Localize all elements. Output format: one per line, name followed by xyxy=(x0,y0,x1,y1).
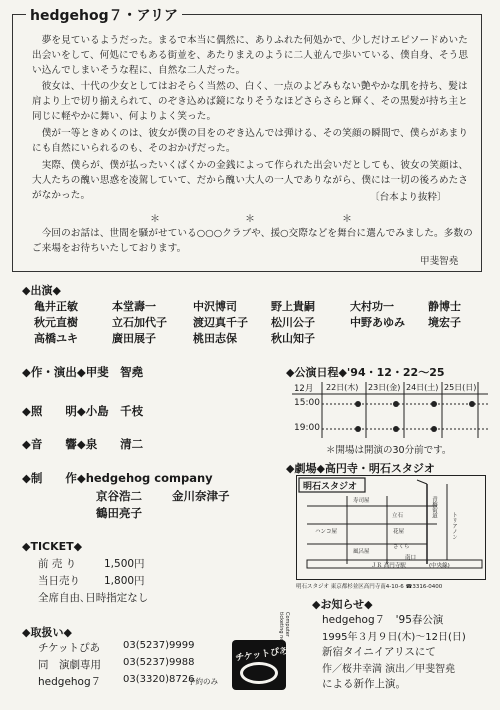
schedule-day: 22日(木) xyxy=(326,383,359,392)
performance-dot xyxy=(355,426,361,432)
handling-phone: 03(5237)9988 xyxy=(123,657,195,668)
notice-line: 新宿タイニイアリスにて xyxy=(322,646,436,658)
cast-member: 亀井正敏 xyxy=(34,300,78,313)
notice-heading: ◆お知らせ◆ xyxy=(312,598,373,611)
notice-line: 1995年３月９日(木)〜12日(日) xyxy=(322,632,466,643)
handling-name: hedgehog７ xyxy=(38,676,102,688)
cast-member: 高橋ユキ xyxy=(34,332,78,345)
ticket-label: 当日売り xyxy=(38,575,80,587)
logo-small-text: Computer ticketing network xyxy=(278,612,290,656)
schedule-month: 12月 xyxy=(294,384,314,394)
cast-member: 廣田展子 xyxy=(112,332,156,345)
cast-member: 境宏子 xyxy=(428,316,461,329)
venue-map xyxy=(296,475,486,580)
map-title: 明石スタジオ xyxy=(303,482,358,492)
source-note: 〔台本より抜粋〕 xyxy=(370,192,447,203)
handling-name: 同 演劇専用 xyxy=(38,659,101,671)
story-title-wrap xyxy=(26,5,182,25)
production-member: 金川奈津子 xyxy=(172,489,230,503)
schedule-time: 15:00 xyxy=(294,398,320,408)
notice-line: hedgehog７ '95春公演 xyxy=(322,614,444,626)
performance-dot xyxy=(393,426,399,432)
story-title: hedgehog７・アリア xyxy=(30,8,179,24)
logo-text: チケットぴあ xyxy=(234,646,289,664)
star-1: ＊ xyxy=(150,214,160,225)
cast-member: 中野あゆみ xyxy=(350,316,405,329)
map-caption: 明石スタジオ 東京都杉並区高円寺南4-10-6 ☎3316-0400 xyxy=(296,584,443,590)
map-label: ＪＲ 高円寺駅 xyxy=(371,563,406,569)
map-label: トリアノン xyxy=(451,512,457,540)
logo-ring xyxy=(240,662,278,684)
production-credit: ◆制 作◆hedgehog company xyxy=(22,471,213,485)
map-label: 風呂屋 xyxy=(353,549,370,555)
schedule-day: 25日(日) xyxy=(444,383,477,392)
story-paragraph-3: 僕が一等ときめくのは、彼女が僕の目をのぞき込んでは弾ける、その笑顔の瞬間で、僕らがあまりにも自然にいられるのも、そのおかげだった。 xyxy=(32,128,469,154)
ticket-price: 1,800円 xyxy=(104,575,145,587)
cast-member: 渡辺真千子 xyxy=(193,316,248,329)
map-label: 立石 xyxy=(392,513,404,519)
schedule-time: 19:00 xyxy=(294,423,320,433)
performance-dot xyxy=(469,401,475,407)
story-paragraph-1: 夢を見ているようだった。まるで本当に偶然に、ありふれた何処かで、少しだけエピソードめいた出会いをして、何処にでもある街並を、あたりまえのように二人並んで歩いている、僕自身、そう思い込んでしまいそうな程に、自然な二人だった。 xyxy=(32,35,469,76)
schedule-note: ＊開場は開演の30分前です。 xyxy=(326,445,452,456)
handling-heading: ◆取扱い◆ xyxy=(22,626,72,639)
map-label: 寿司屋 xyxy=(353,498,370,504)
production-member: 京谷浩二 xyxy=(96,489,142,503)
production-member: 鶴田亮子 xyxy=(96,506,142,520)
cast-member: 立石加代子 xyxy=(112,316,167,329)
performance-dot xyxy=(393,401,399,407)
cast-member: 桃田志保 xyxy=(193,332,237,345)
sound-credit: ◆音 響◆泉 清二 xyxy=(22,437,144,451)
schedule-day: 23日(金) xyxy=(368,383,401,392)
cast-member: 松川公子 xyxy=(271,316,315,329)
ticket-label: 前 売 り xyxy=(38,558,77,570)
star-2: ＊ xyxy=(245,214,255,225)
ticket-note: 全席自由､日時指定なし xyxy=(38,592,149,604)
story-paragraph-2: 彼女は、十代の少女としてはおそらく当然の、白く、一点のよどみもない艶やかな肌を持ち、髪は肩より上で切り揃えられて、のぞき込めば鏡になりそうなほどさらさらと輝く、その黒髪が持ち主と同じに軽やかに舞い、何よりよく笑った。 xyxy=(32,81,468,122)
notice-line: 作／桜井幸満 演出／甲斐智堯 xyxy=(322,664,456,675)
map-label: (中央線) xyxy=(429,563,450,569)
cast-member: 静博士 xyxy=(428,300,461,313)
notice-line: による新作上演。 xyxy=(322,678,406,690)
handling-extra: 予約のみ xyxy=(188,677,218,686)
cast-heading: ◆出演◆ xyxy=(22,284,61,297)
cast-member: 野上貴嗣 xyxy=(271,300,315,313)
cast-member: 中沢博司 xyxy=(193,300,237,313)
map-label: さくら xyxy=(393,544,410,550)
cast-member: 秋山知子 xyxy=(271,332,315,345)
handling-phone: 03(3320)8726 xyxy=(123,674,195,685)
handling-name: チケットぴあ xyxy=(38,642,101,654)
star-3: ＊ xyxy=(342,214,352,225)
cast-member: 大村功一 xyxy=(350,300,394,313)
ticket-price: 1,500円 xyxy=(104,558,145,570)
cast-member: 秋元直樹 xyxy=(34,316,78,329)
ticket-heading: ◆TICKET◆ xyxy=(22,540,83,553)
map-label: 青梅街道 xyxy=(431,496,437,518)
star-divider xyxy=(0,210,500,224)
closing-paragraph: 今回のお話は、世間を騒がせている○○○クラブや、援○交際などを舞台に選んでみました。多数のご来場をお待ちいたしております。 xyxy=(32,228,473,254)
venue-heading: ◆劇場◆高円寺・明石スタジオ xyxy=(286,462,435,475)
performance-dot xyxy=(431,401,437,407)
handling-phone: 03(5237)9999 xyxy=(123,640,195,651)
schedule-day: 24日(土) xyxy=(406,383,439,392)
story-signature: 甲斐智堯 xyxy=(420,256,459,267)
cast-member: 本堂壽一 xyxy=(112,300,156,313)
schedule-heading: ◆公演日程◆'94・12・22〜25 xyxy=(286,366,445,379)
map-label: 南口 xyxy=(405,555,417,561)
performance-dot xyxy=(431,426,437,432)
map-label: ハンコ屋 xyxy=(315,529,338,535)
story-paragraph-4: 実際、僕らが、僕が払ったいくばくかの金銭によって作られた出会いだとしても、彼女の笑顔は、大人たちの醜い思惑を凌駕していて、だから醜い大人の一人でありながら、僕には一切の後ろめたさがなかった。 xyxy=(32,160,469,201)
map-label: 花屋 xyxy=(393,529,405,535)
lighting-credit: ◆照 明◆小島 千枝 xyxy=(22,404,144,418)
performance-dot xyxy=(355,401,361,407)
writer-director: ◆作・演出◆甲斐 智堯 xyxy=(22,365,144,379)
